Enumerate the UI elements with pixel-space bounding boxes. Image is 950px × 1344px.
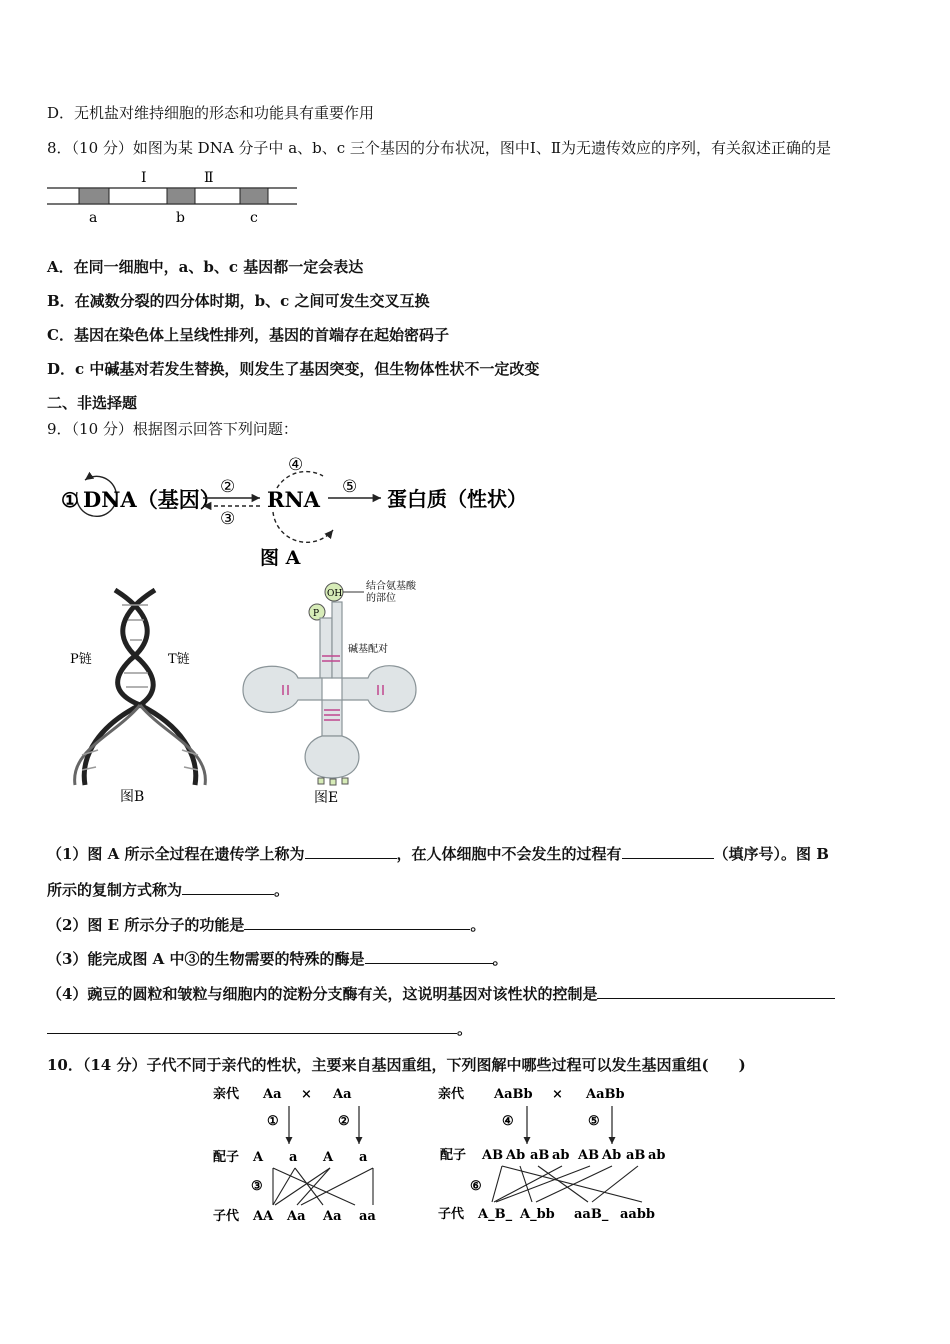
q8-stem: 8．（10 分）如图为某 DNA 分子中 a、b、c 三个基因的分布状况，图中Ⅰ、Ⅱ为无遗传效应的序列，有关叙述正确的是	[47, 139, 832, 157]
left-step-2: ②	[338, 1114, 350, 1129]
right-offspring-2: A_bb	[520, 1207, 555, 1222]
right-gamete-6: Ab	[602, 1148, 622, 1163]
acceptor-stem-right	[332, 602, 342, 678]
gene-a-label: a	[89, 210, 98, 226]
left-gamete-label: 配子	[213, 1150, 240, 1165]
aa-site-label-2: 的部位	[366, 593, 396, 604]
roman-ii-label: Ⅱ	[204, 170, 214, 186]
right-parent-1: AaBb	[494, 1087, 533, 1102]
step5-label: ⑤	[342, 477, 358, 497]
figure-b-caption: 图B	[120, 789, 145, 805]
step2-label: ②	[220, 477, 236, 497]
right-gamete-1: AB	[482, 1148, 504, 1163]
left-gamete-4: a	[359, 1150, 368, 1165]
left-step-1: ①	[267, 1114, 279, 1129]
left-parent-2: Aa	[333, 1087, 352, 1102]
left-offspring-4: aa	[359, 1209, 376, 1224]
anticodon-stem	[322, 700, 342, 736]
right-gamete-label: 配子	[440, 1148, 467, 1163]
right-parent-label: 亲代	[438, 1087, 465, 1102]
answer-blank-6[interactable]	[597, 984, 835, 999]
section-heading: 二、非选择题	[47, 394, 138, 412]
q8-option-c: C．基因在染色体上呈线性排列，基因的首端存在起始密码子	[47, 326, 449, 344]
p-label: P	[313, 609, 320, 619]
anticodon-loop	[305, 736, 359, 778]
pairing-label: 碱基配对	[348, 644, 388, 655]
left-offspring-2: Aa	[287, 1209, 306, 1224]
aa-site-label: 结合氨基酸	[366, 581, 416, 592]
left-parent-label: 亲代	[213, 1087, 240, 1102]
left-parent-1: Aa	[263, 1087, 282, 1102]
left-offspring-1: AA	[253, 1209, 274, 1224]
right-gamete-2: Ab	[506, 1148, 526, 1163]
right-offspring-3: aaB_	[574, 1207, 609, 1222]
left-gamete-3: A	[323, 1150, 334, 1165]
gene-b-box	[167, 188, 195, 204]
anticodon-base-2	[330, 779, 336, 785]
step4-label: ④	[288, 455, 304, 475]
q7-option-d: D．无机盐对维持细胞的形态和功能具有重要作用	[47, 104, 375, 122]
left-offspring-3: Aa	[323, 1209, 342, 1224]
step1-label: ①	[61, 488, 79, 512]
left-gamete-combination-lines	[273, 1168, 373, 1205]
anticodon-base-1	[318, 778, 324, 784]
right-step-4: ④	[502, 1114, 514, 1129]
q9-part4-line1: （4）豌豆的圆粒和皱粒与细胞内的淀粉分支酶有关，这说明基因对该性状的控制是	[47, 983, 835, 1004]
answer-blank-4[interactable]	[244, 915, 470, 930]
q9-part4-line2: 。	[47, 1018, 472, 1039]
gene-c-label: c	[250, 210, 258, 226]
q9-stem: 9．（10 分）根据图示回答下列问题：	[47, 420, 298, 438]
answer-blank-2[interactable]	[622, 844, 714, 859]
roman-i-label: Ⅰ	[141, 170, 147, 186]
oh-label: OH	[327, 589, 343, 599]
right-parent-2: AaBb	[586, 1087, 625, 1102]
t-arm	[342, 666, 416, 712]
answer-blank-7[interactable]	[47, 1019, 457, 1034]
q9-part1-line2: 所示的复制方式称为 。	[47, 881, 290, 899]
rna-label: RNA	[267, 487, 320, 512]
left-offspring-label: 子代	[213, 1209, 240, 1224]
left-cross-symbol: ×	[301, 1087, 312, 1102]
q8-option-b: B．在减数分裂的四分体时期，b、c 之间可发生交叉互换	[47, 292, 430, 310]
right-offspring-4: aabb	[620, 1207, 656, 1222]
q10-right-cross-diagram	[432, 1080, 672, 1230]
figure-a-caption: 图 A	[260, 547, 301, 569]
right-step-5: ⑤	[588, 1114, 600, 1129]
figure-b	[60, 585, 220, 810]
step3-label: ③	[220, 509, 236, 529]
left-step-3: ③	[251, 1179, 263, 1194]
left-gamete-1: A	[253, 1150, 264, 1165]
answer-blank-1[interactable]	[305, 844, 397, 859]
p-strand-label: P链	[70, 652, 92, 667]
figure-e	[238, 578, 458, 810]
figure-e-caption: 图E	[314, 790, 339, 806]
gene-a-box	[79, 188, 109, 204]
rna-replication-arc-lower	[273, 512, 333, 542]
right-step-6: ⑥	[470, 1179, 482, 1194]
dna-gene-diagram	[47, 166, 307, 228]
anticodon-base-3	[342, 778, 348, 784]
t-strand-label: T链	[168, 652, 190, 667]
right-offspring-label: 子代	[438, 1207, 465, 1222]
answer-blank-5[interactable]	[365, 949, 493, 964]
gene-c-box	[240, 188, 268, 204]
right-offspring-1: A_B_	[478, 1207, 513, 1222]
dna-label: DNA（基因）	[83, 487, 221, 512]
right-gamete-7: aB	[626, 1148, 646, 1163]
acceptor-stem-left	[320, 618, 332, 678]
q9-part1-line1: （1）图 A 所示全过程在遗传学上称为 ，在人体细胞中不会发生的过程有 （填序号）。图 B	[47, 845, 829, 863]
q9-part3: （3）能完成图 A 中③的生物需要的特殊的酶是 。	[47, 950, 508, 968]
left-gamete-2: a	[289, 1150, 298, 1165]
right-cross-symbol: ×	[552, 1087, 563, 1102]
right-gamete-8: ab	[648, 1148, 666, 1163]
right-gamete-5: AB	[578, 1148, 600, 1163]
right-gamete-combination-lines	[492, 1166, 642, 1202]
gene-b-label: b	[176, 210, 185, 226]
q8-option-a: A．在同一细胞中，a、b、c 基因都一定会表达	[47, 258, 364, 276]
q10-left-cross-diagram	[205, 1080, 395, 1230]
right-gamete-3: aB	[530, 1148, 550, 1163]
answer-blank-3[interactable]	[182, 880, 274, 895]
q9-part2: （2）图 E 所示分子的功能是 。	[47, 916, 486, 934]
figure-a	[55, 452, 545, 572]
protein-label: 蛋白质（性状）	[387, 487, 527, 511]
right-gamete-4: ab	[552, 1148, 570, 1163]
q10-stem: 10．（14 分）子代不同于亲代的性状，主要来自基因重组，下列图解中哪些过程可以发生基因重组( )	[47, 1056, 746, 1074]
q8-option-d: D．c 中碱基对若发生替换，则发生了基因突变，但生物体性状不一定改变	[47, 360, 540, 378]
